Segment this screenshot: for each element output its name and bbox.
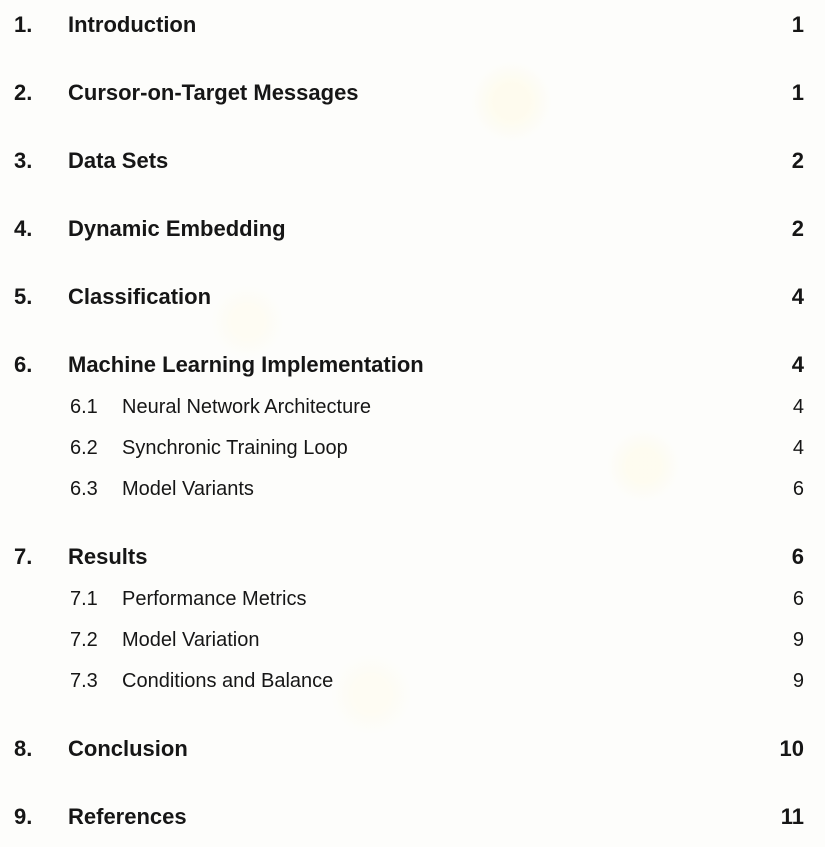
toc-entry-page: 6 (792, 478, 804, 500)
toc-entry[interactable] (0, 79, 804, 107)
toc-entry-number: 8. (14, 736, 33, 761)
toc-entry-title: Cursor-on-Target Messages (68, 80, 359, 105)
toc-entry[interactable] (0, 351, 804, 379)
toc-entry-page: 4 (792, 396, 804, 418)
toc-entry[interactable] (0, 215, 804, 243)
toc-entry-title: Results (68, 544, 148, 569)
toc-entry-number: 5. (14, 284, 33, 309)
toc-entry-page: 1 (791, 80, 804, 105)
toc-entry-number: 1. (14, 12, 33, 37)
toc-entry-number: 6.1 (70, 396, 98, 418)
toc-entry-page: 4 (791, 352, 804, 377)
toc-entry-title: References (68, 804, 187, 829)
toc-entry-number: 6.3 (70, 478, 98, 500)
toc-entry-page: 6 (792, 588, 804, 610)
toc-entry-number: 6. (14, 352, 33, 377)
toc-entry-page: 4 (791, 284, 804, 309)
toc-entry-title: Performance Metrics (122, 588, 307, 610)
toc-entry-page: 6 (791, 544, 804, 569)
toc-entry[interactable] (0, 476, 804, 502)
toc-list (0, 11, 804, 831)
toc-entry-page: 2 (791, 216, 804, 241)
toc-entry-number: 7.2 (70, 629, 98, 651)
toc-entry-title: Synchronic Training Loop (122, 437, 348, 459)
toc-entry[interactable] (0, 586, 804, 612)
toc-entry-page: 1 (791, 12, 804, 37)
toc-entry[interactable] (0, 543, 804, 571)
toc-entry[interactable] (0, 668, 804, 694)
toc-entry-title: Model Variation (122, 629, 260, 651)
toc-entry-page: 4 (792, 437, 804, 459)
toc-entry-title: Data Sets (68, 148, 169, 173)
toc-entry-title: Dynamic Embedding (68, 216, 286, 241)
toc-entry-title: Machine Learning Implementation (68, 352, 424, 377)
toc-entry-page: 9 (792, 629, 804, 651)
toc-entry-number: 4. (14, 216, 33, 241)
toc-entry[interactable] (0, 11, 804, 39)
toc-entry-title: Classification (68, 284, 212, 309)
toc-entry[interactable] (0, 803, 804, 831)
toc-entry-title: Introduction (68, 12, 197, 37)
toc-entry-number: 7.1 (70, 588, 98, 610)
toc-entry[interactable] (0, 735, 804, 763)
toc-entry-number: 7. (14, 544, 33, 569)
toc-entry[interactable] (0, 627, 804, 653)
toc-entry-number: 2. (14, 80, 33, 105)
toc-entry-title: Neural Network Architecture (122, 396, 371, 418)
toc-entry-page: 11 (780, 804, 804, 829)
toc-entry-page: 9 (792, 670, 804, 692)
toc-entry[interactable] (0, 394, 804, 420)
toc-entry-number: 9. (14, 804, 33, 829)
toc-entry-page: 10 (779, 736, 804, 761)
toc-entry-title: Model Variants (122, 478, 254, 500)
toc-entry[interactable] (0, 435, 804, 461)
toc-entry-title: Conclusion (68, 736, 188, 761)
toc-entry-page: 2 (791, 148, 804, 173)
toc-entry-number: 7.3 (70, 670, 98, 692)
toc-entry-title: Conditions and Balance (122, 670, 334, 692)
toc-entry-number: 6.2 (70, 437, 98, 459)
toc-entry-number: 3. (14, 148, 33, 173)
toc-entry[interactable] (0, 147, 804, 175)
toc-entry[interactable] (0, 283, 804, 311)
